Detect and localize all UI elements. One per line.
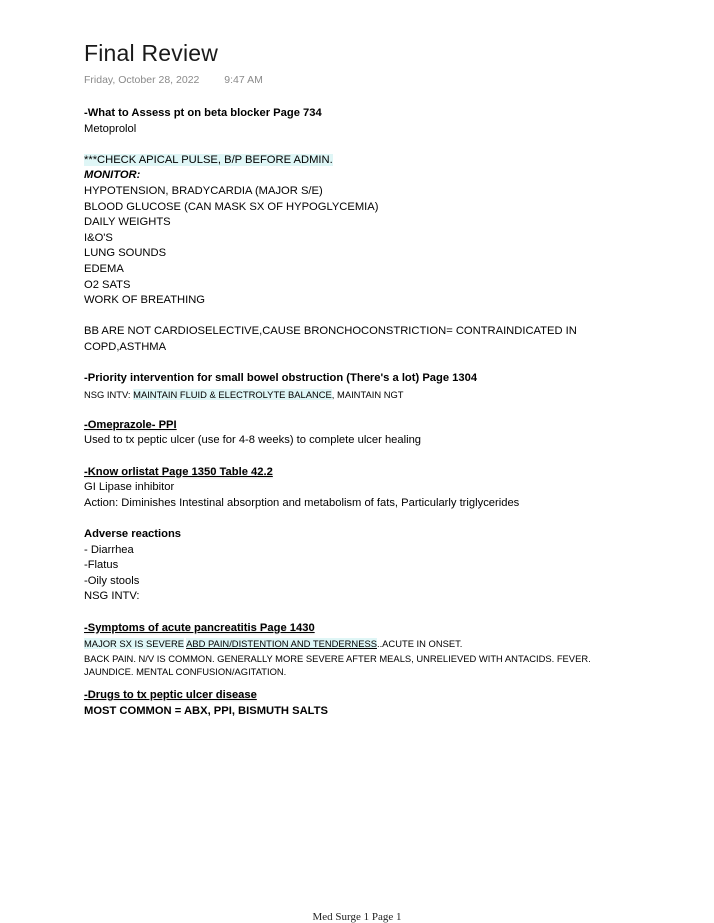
nsg-intervention-line	[84, 387, 684, 403]
section-heading-orlistat: -Know orlistat Page 1350 Table 42.2	[84, 465, 273, 478]
pancreatitis-line: BACK PAIN. N/V IS COMMON. GENERALLY MORE SEVERE AFTER MEALS, UNRELIEVED WITH ANTACIDS. FEVER.	[84, 652, 591, 664]
monitor-item: WORK OF BREATHING	[84, 294, 205, 307]
peptic-ulcer-drugs: MOST COMMON = ABX, PPI, BISMUTH SALTS	[84, 704, 328, 717]
monitor-item: EDEMA	[84, 262, 124, 275]
note-date: Friday, October 28, 2022	[84, 74, 200, 86]
page-footer: Med Surge 1 Page 1	[312, 911, 402, 923]
orlistat-action: Action: Diminishes Intestinal absorption and metabolism of fats, Particularly triglycerides	[84, 496, 520, 509]
highlighted-symptom: ABD PAIN/DISTENTION AND TENDERNESS	[186, 638, 377, 650]
monitor-item: I&O'S	[84, 231, 113, 244]
nsg-label: NSG INTV:	[84, 388, 131, 400]
omeprazole-note: Used to tx peptic ulcer (use for 4-8 weeks) to complete ulcer healing	[84, 434, 422, 447]
monitor-item: O2 SATS	[84, 278, 131, 291]
note-time: 9:47 AM	[224, 74, 263, 86]
pancreatitis-line: JAUNDICE. MENTAL CONFUSION/AGITATION.	[84, 666, 287, 678]
section-heading-omeprazole: -Omeprazole- PPI	[84, 418, 177, 431]
orlistat-class: GI Lipase inhibitor	[84, 481, 175, 494]
adverse-item: - Diarrhea	[84, 543, 134, 556]
adverse-item: -Oily stools	[84, 574, 140, 587]
monitor-label: MONITOR:	[84, 169, 141, 182]
adverse-item: -Flatus	[84, 559, 119, 572]
bb-note-line: COPD,ASTHMA	[84, 340, 167, 353]
monitor-item: LUNG SOUNDS	[84, 247, 167, 260]
section-heading-pancreatitis: -Symptoms of acute pancreatitis Page 1430	[84, 621, 315, 634]
note-metadata	[84, 74, 263, 86]
intervention-rest: , MAINTAIN NGT	[331, 388, 404, 400]
pancreatitis-line	[84, 636, 684, 652]
highlighted-instruction: ***CHECK APICAL PULSE, B/P BEFORE ADMIN.	[84, 153, 333, 166]
section-heading-bowel-obstruction: -Priority intervention for small bowel obstruction (There's a lot) Page 1304	[84, 372, 478, 385]
adverse-reactions-label: Adverse reactions	[84, 528, 182, 541]
major-sx-label: MAJOR SX IS SEVERE	[84, 638, 185, 650]
monitor-item: BLOOD GLUCOSE (CAN MASK SX OF HYPOGLYCEMIA)	[84, 200, 379, 213]
note-body	[84, 106, 684, 719]
drug-name: Metoprolol	[84, 122, 137, 135]
section-heading-beta-blocker: -What to Assess pt on beta blocker Page 734	[84, 107, 322, 119]
symptom-rest: ..ACUTE IN ONSET.	[376, 638, 463, 650]
page-title: Final Review	[84, 40, 219, 66]
monitor-item: HYPOTENSION, BRADYCARDIA (MAJOR S/E)	[84, 184, 323, 197]
highlighted-intervention: MAINTAIN FLUID & ELECTROLYTE BALANCE	[133, 388, 332, 400]
nsg-intv-label: NSG INTV:	[84, 590, 140, 603]
bb-note-line: BB ARE NOT CARDIOSELECTIVE,CAUSE BRONCHOCONSTRICTION= CONTRAINDICATED IN	[84, 325, 577, 338]
monitor-item: DAILY WEIGHTS	[84, 216, 171, 229]
section-heading-peptic-ulcer-drugs: -Drugs to tx peptic ulcer disease	[84, 688, 257, 701]
